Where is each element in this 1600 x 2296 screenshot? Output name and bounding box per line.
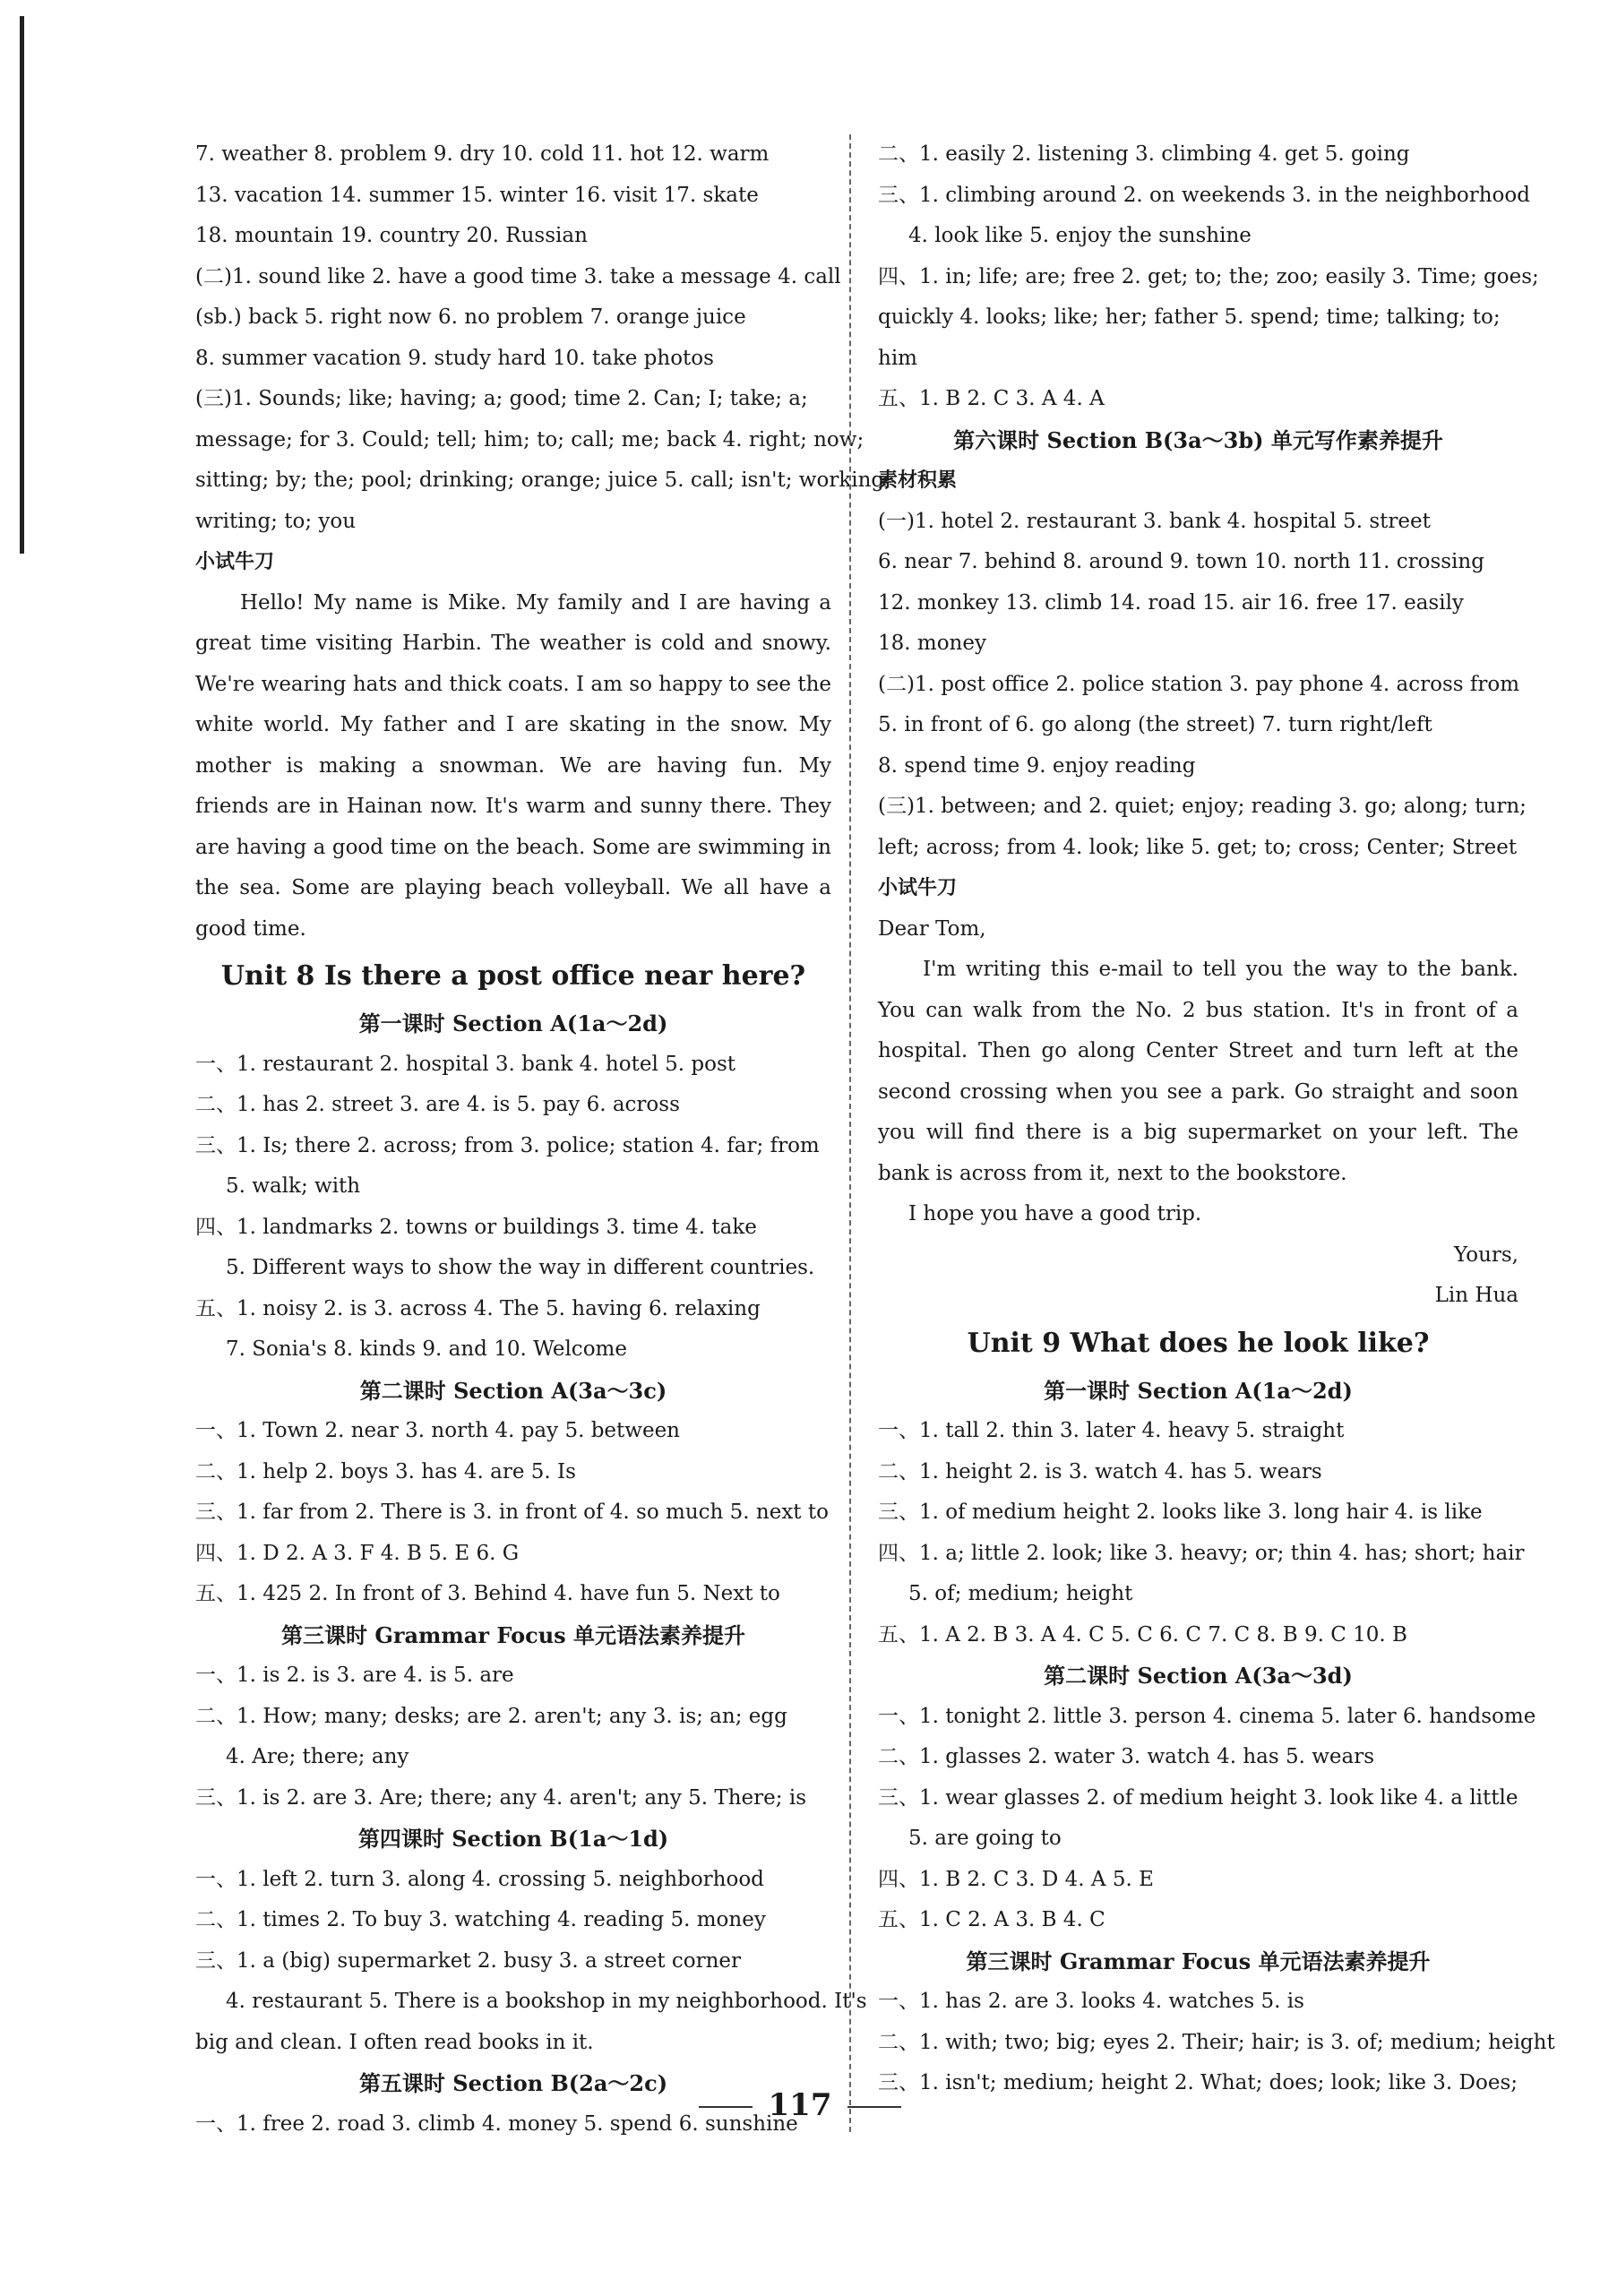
subsection-label: 素材积累 (878, 469, 958, 492)
answer-line: 三、1. far from 2. There is 3. in front of 4. so much 5. next to (195, 1501, 829, 1524)
answer-line: 三、1. isn't; medium; height 2. What; does; look; like 3. Does; (878, 2071, 1518, 2094)
answer-line: 一、1. has 2. are 3. looks 4. watches 5. is (878, 1990, 1304, 2013)
answer-line: 二、1. height 2. is 3. watch 4. has 5. wears (878, 1459, 1322, 1483)
answer-line: Yours, (1454, 1243, 1518, 1267)
answer-line: 13. vacation 14. summer 15. winter 16. visit 17. skate (195, 183, 759, 207)
answer-line: 一、1. tonight 2. little 3. person 4. cinema 5. later 6. handsome (878, 1704, 1536, 1728)
answer-line: 5. in front of 6. go along (the street) 7. turn right/left (878, 713, 1432, 736)
answer-line: 4. restaurant 5. There is a bookshop in my neighborhood. It's (226, 1990, 867, 2013)
lesson-heading: 第一课时 Section A(1a～2d) (358, 1010, 668, 1036)
answer-line: 12. monkey 13. climb 14. road 15. air 16. free 17. easily (878, 590, 1464, 615)
answer-line: 7. weather 8. problem 9. dry 10. cold 11. hot 12. warm (195, 142, 770, 166)
lesson-heading: 第二课时 Section A(3a～3d) (1044, 1663, 1353, 1689)
answer-line: 二、1. times 2. To buy 3. watching 4. reading 5. money (195, 1908, 766, 1931)
answer-line: 一、1. tall 2. thin 3. later 4. heavy 5. straight (878, 1419, 1345, 1442)
answer-line: him (878, 346, 917, 370)
lesson-heading: 第三课时 Grammar Focus 单元语法素养提升 (966, 1948, 1431, 1974)
right-column (878, 134, 1555, 2104)
left-column (195, 134, 891, 2145)
answer-line: 4. Are; there; any (226, 1745, 409, 1768)
unit-title: Unit 8 Is there a post office near here? (220, 960, 806, 992)
answer-line: 五、1. C 2. A 3. B 4. C (878, 1908, 1105, 1931)
answer-line: 18. mountain 19. country 20. Russian (195, 224, 588, 247)
answer-line: 四、1. B 2. C 3. D 4. A 5. E (878, 1867, 1154, 1891)
answer-line: 五、1. A 2. B 3. A 4. C 5. C 6. C 7. C 8. B 9. C 10. B (878, 1622, 1407, 1647)
lesson-heading: 第五课时 Section B(2a～2c) (358, 2070, 668, 2096)
answer-line: 5. of; medium; height (908, 1582, 1133, 1605)
answer-line: message; for 3. Could; tell; him; to; call; me; back 4. right; now; (195, 427, 865, 451)
answer-line: 四、1. D 2. A 3. F 4. B 5. E 6. G (195, 1541, 520, 1565)
answer-line: 二、1. with; two; big; eyes 2. Their; hair; is 3. of; medium; height (878, 2030, 1555, 2054)
answer-line: left; across; from 4. look; like 5. get; to; cross; Center; Street (878, 835, 1518, 859)
lesson-heading: 第三课时 Grammar Focus 单元语法素养提升 (280, 1621, 746, 1648)
answer-line: (三)1. between; and 2. quiet; enjoy; reading 3. go; along; turn; (878, 795, 1527, 818)
column-divider (849, 134, 851, 2132)
answer-line: 8. summer vacation 9. study hard 10. take photos (195, 346, 714, 370)
answer-line: Dear Tom, (878, 916, 986, 941)
answer-line: Lin Hua (1434, 1284, 1518, 1307)
lesson-heading: 第六课时 Section B(3a～3b) 单元写作素养提升 (953, 426, 1443, 453)
page-number: 117 (768, 2087, 832, 2123)
answer-line: 五、1. noisy 2. is 3. across 4. The 5. having 6. relaxing (195, 1296, 761, 1320)
answer-line: writing; to; you (195, 509, 357, 533)
unit-title: Unit 9 What does he look like? (967, 1327, 1430, 1359)
sample-passage: Hello! My name is Mike. My family and I are having a great time visiting Harbin. The weather is cold and snowy. We're wearing hats and thick coats. I am so happy to see the white world. My father and I are skating in the snow. My mother is making a snowman. We are having fun. My friends are in Hainan now. It's warm and sunny there. They are having a good time on the beach. Some are swimming in the sea. Some are playing beach volleyball. We all have a good time. (195, 590, 831, 941)
subsection-label: 小试牛刀 (878, 876, 958, 899)
answer-line: 一、1. restaurant 2. hospital 3. bank 4. hotel 5. post (195, 1052, 735, 1076)
answer-line: 三、1. climbing around 2. on weekends 3. in the neighborhood (878, 183, 1530, 207)
answer-line: 四、1. a; little 2. look; like 3. heavy; or; thin 4. has; short; hair (878, 1541, 1525, 1565)
answer-line: 五、1. B 2. C 3. A 4. A (878, 387, 1105, 410)
answer-line: 五、1. 425 2. In front of 3. Behind 4. have fun 5. Next to (195, 1582, 780, 1605)
dash-left (699, 2106, 753, 2108)
answer-line: 一、1. Town 2. near 3. north 4. pay 5. between (195, 1419, 680, 1442)
answer-line: 一、1. left 2. turn 3. along 4. crossing 5. neighborhood (195, 1867, 764, 1891)
answer-line: 一、1. is 2. is 3. are 4. is 5. are (195, 1664, 514, 1687)
page-edge-line (20, 16, 24, 554)
answer-line: 6. near 7. behind 8. around 9. town 10. north 11. crossing (878, 550, 1484, 573)
answer-line: 7. Sonia's 8. kinds 9. and 10. Welcome (226, 1337, 627, 1361)
answer-line: 4. look like 5. enjoy the sunshine (908, 224, 1252, 247)
answer-line: 5. walk; with (226, 1174, 361, 1198)
answer-line: 5. are going to (908, 1827, 1062, 1850)
answer-line: 一、1. free 2. road 3. climb 4. money 5. spend 6. sunshine (195, 2111, 798, 2136)
answer-line: 二、1. easily 2. listening 3. climbing 4. get 5. going (878, 142, 1410, 166)
answer-line: I hope you have a good trip. (908, 1202, 1202, 1225)
answer-line: 三、1. of medium height 2. looks like 3. long hair 4. is like (878, 1501, 1483, 1524)
answer-line: 三、1. wear glasses 2. of medium height 3. look like 4. a little (878, 1785, 1518, 1810)
answer-line: sitting; by; the; pool; drinking; orange; juice 5. call; isn't; working; (195, 469, 891, 492)
sample-passage: I'm writing this e-mail to tell you the way to the bank. You can walk from the No. 2 bus station. It's in front of a hospital. Then go along Center Street and turn left at the second crossing when you see a park. Go straight and soon you will find there is a big supermarket on your left. The bank is across from it, next to the bookstore. (878, 958, 1518, 1185)
answer-line: 三、1. a (big) supermarket 2. busy 3. a street corner (195, 1948, 742, 1973)
page-number-footer (0, 2087, 1600, 2123)
answer-line: (二)1. sound like 2. have a good time 3. take a message 4. call (195, 264, 841, 288)
answer-line: 18. money (878, 632, 986, 655)
dash-right (847, 2106, 901, 2108)
answer-line: 四、1. landmarks 2. towns or buildings 3. time 4. take (195, 1215, 757, 1239)
answer-line: 二、1. glasses 2. water 3. watch 4. has 5. wears (878, 1745, 1375, 1768)
lesson-heading: 第一课时 Section A(1a～2d) (1044, 1377, 1353, 1404)
answer-line: 5. Different ways to show the way in different countries. (226, 1256, 815, 1279)
lesson-heading: 第四课时 Section B(1a～1d) (357, 1826, 669, 1852)
answer-line: (一)1. hotel 2. restaurant 3. bank 4. hospital 5. street (878, 509, 1431, 533)
answer-line: 三、1. is 2. are 3. Are; there; any 4. aren't; any 5. There; is (195, 1785, 806, 1810)
answer-line: (二)1. post office 2. police station 3. pay phone 4. across from (878, 672, 1520, 696)
answer-line: 二、1. How; many; desks; are 2. aren't; any 3. is; an; egg (195, 1704, 787, 1728)
answer-line: 四、1. in; life; are; free 2. get; to; the; zoo; easily 3. Time; goes; (878, 264, 1539, 288)
subsection-label: 小试牛刀 (195, 550, 275, 573)
answer-line: (三)1. Sounds; like; having; a; good; time 2. Can; I; take; a; (195, 387, 808, 410)
answer-line: 8. spend time 9. enjoy reading (878, 753, 1196, 778)
lesson-heading: 第二课时 Section A(3a～3c) (359, 1377, 667, 1404)
answer-line: quickly 4. looks; like; her; father 5. spend; time; talking; to; (878, 305, 1501, 329)
answer-line: 三、1. Is; there 2. across; from 3. police; station 4. far; from (195, 1133, 820, 1157)
answer-line: (sb.) back 5. right now 6. no problem 7. orange juice (195, 305, 746, 329)
answer-line: 二、1. help 2. boys 3. has 4. are 5. Is (195, 1459, 576, 1483)
answer-line: big and clean. I often read books in it. (195, 2030, 594, 2054)
answer-line: 二、1. has 2. street 3. are 4. is 5. pay 6. across (195, 1093, 680, 1116)
